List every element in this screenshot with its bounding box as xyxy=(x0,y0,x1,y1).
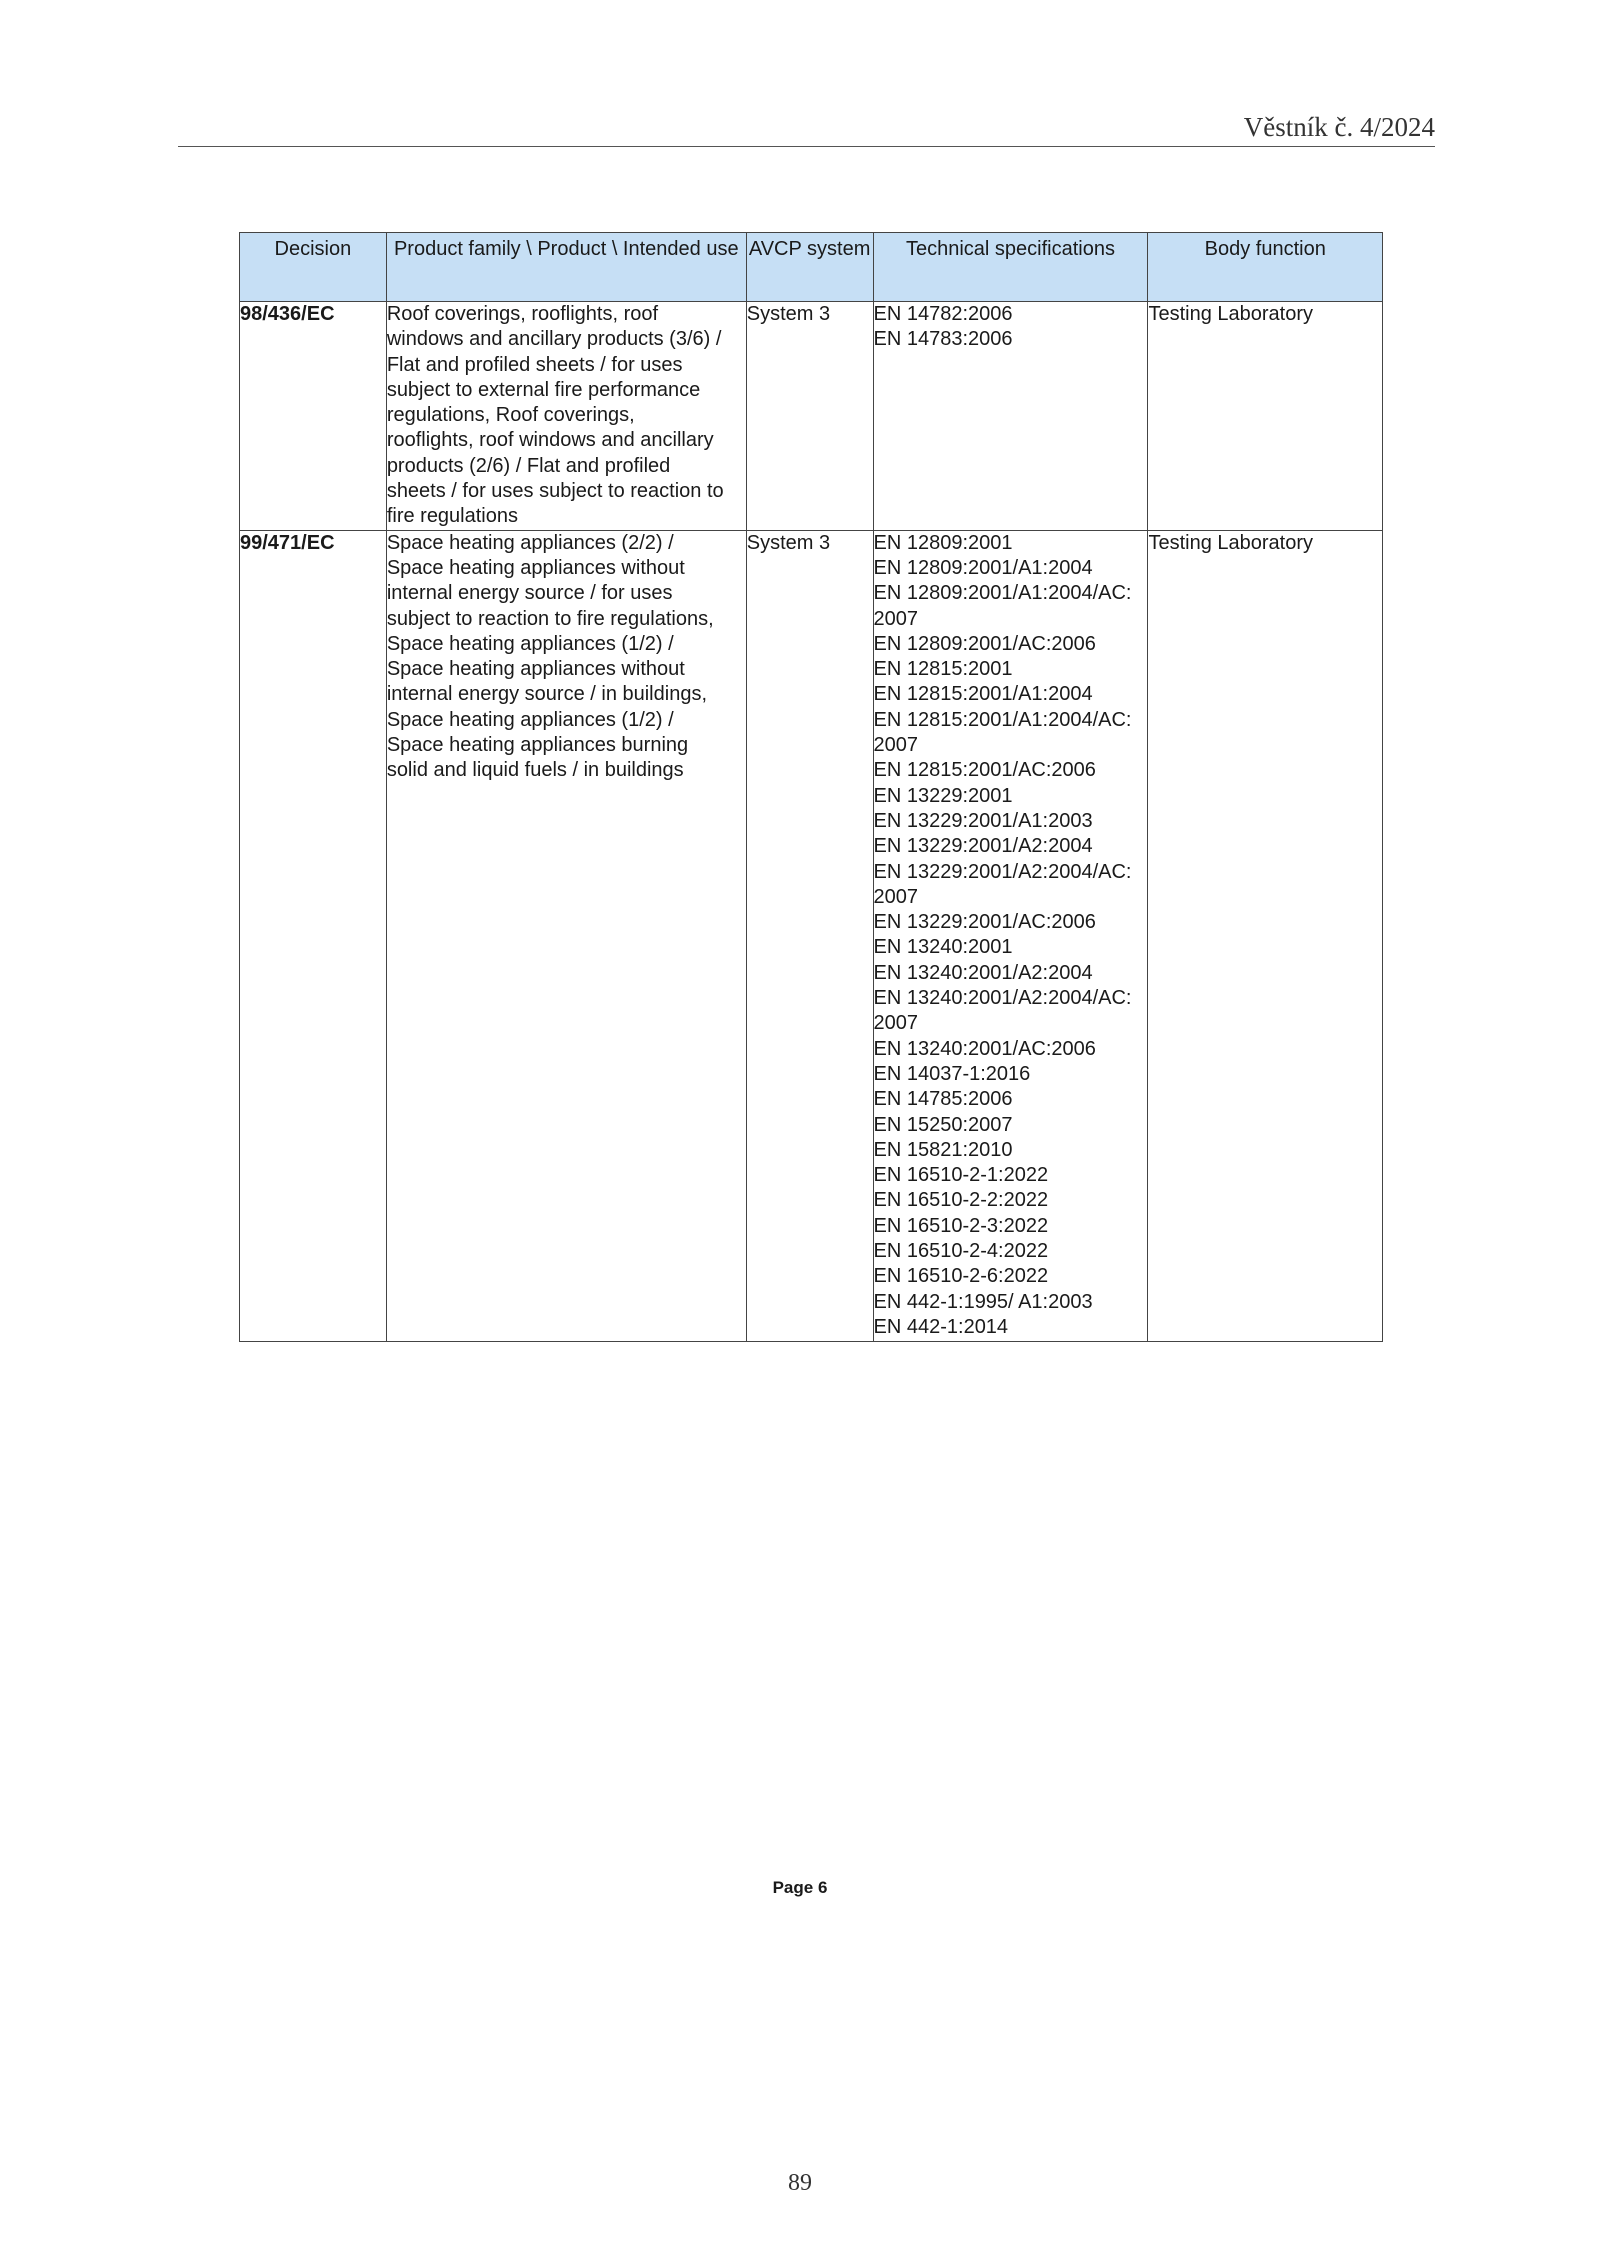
cell-line: Space heating appliances (2/2) / xyxy=(386,531,674,554)
cell-line: EN 14783:2006 xyxy=(873,328,1013,351)
cell-line: EN 16510-2-3:2022 xyxy=(873,1214,1049,1237)
table-header-row xyxy=(240,233,1383,302)
header-divider xyxy=(178,146,1435,147)
cell-line: 2007 xyxy=(873,1012,919,1035)
cell-line: EN 12815:2001/A1:2004 xyxy=(873,683,1093,706)
column-header-decision: Decision xyxy=(240,233,387,302)
decision-cell: 98/436/EC xyxy=(240,302,387,531)
cell-line: EN 13240:2001/A2:2004 xyxy=(873,961,1093,984)
avcp-cell: System 3 xyxy=(746,530,873,1341)
cell-line: regulations, Roof coverings, xyxy=(386,404,635,427)
cell-line: EN 12815:2001/A1:2004/AC: xyxy=(873,708,1132,731)
cell-line: subject to external fire performance xyxy=(386,378,701,401)
cell-line: Roof coverings, rooflights, roof xyxy=(386,303,659,325)
cell-line: EN 13229:2001/A2:2004 xyxy=(873,835,1093,858)
cell-line: EN 13240:2001/A2:2004/AC: xyxy=(873,987,1132,1010)
cell-line: Space heating appliances burning xyxy=(386,734,689,757)
cell-line: 2007 xyxy=(873,885,919,908)
journal-title: Věstník č. 4/2024 xyxy=(1243,112,1435,142)
cell-line: EN 16510-2-6:2022 xyxy=(873,1265,1049,1288)
cell-line: internal energy source / for uses xyxy=(386,582,673,605)
cell-line: EN 15250:2007 xyxy=(873,1113,1013,1136)
cell-line: Flat and profiled sheets / for uses xyxy=(386,353,683,376)
cell-line: EN 12809:2001/A1:2004/AC: xyxy=(873,582,1132,605)
cell-line: Space heating appliances without xyxy=(386,658,685,681)
cell-line: EN 442-1:1995/ A1:2003 xyxy=(873,1290,1093,1313)
cell-line: EN 12809:2001/A1:2004 xyxy=(873,556,1093,579)
table-row xyxy=(240,302,1383,531)
cell-line: internal energy source / in buildings, xyxy=(386,683,707,706)
specs-cell xyxy=(873,530,1148,1341)
cell-line: products (2/6) / Flat and profiled xyxy=(386,454,671,477)
cell-line: Space heating appliances (1/2) / xyxy=(386,708,674,731)
cell-line: Space heating appliances (1/2) / xyxy=(386,632,674,655)
column-header-product: Product family \ Product \ Intended use xyxy=(386,233,746,302)
column-header-avcp: AVCP system xyxy=(746,233,873,302)
cell-line: 2007 xyxy=(873,607,919,630)
cell-line: EN 14782:2006 xyxy=(873,303,1013,325)
cell-line: sheets / for uses subject to reaction to xyxy=(386,480,724,503)
decisions-table xyxy=(239,232,1383,1342)
cell-line: EN 14785:2006 xyxy=(873,1088,1013,1111)
avcp-cell: System 3 xyxy=(746,302,873,531)
cell-line: EN 13229:2001/A1:2003 xyxy=(873,809,1093,832)
cell-line: EN 13240:2001/AC:2006 xyxy=(873,1037,1096,1060)
decision-cell: 99/471/EC xyxy=(240,530,387,1341)
page-label: Page 6 xyxy=(772,1878,828,1897)
product-cell xyxy=(386,302,746,531)
cell-line: subject to reaction to fire regulations, xyxy=(386,607,714,630)
table-row xyxy=(240,530,1383,1341)
cell-line: EN 14037-1:2016 xyxy=(873,1062,1031,1085)
cell-line: EN 13229:2001/A2:2004/AC: xyxy=(873,860,1132,883)
cell-line: EN 16510-2-1:2022 xyxy=(873,1164,1049,1187)
cell-line: fire regulations xyxy=(386,505,518,528)
cell-line: EN 12815:2001 xyxy=(873,658,1013,681)
cell-line: Space heating appliances without xyxy=(386,556,685,579)
cell-line: EN 13229:2001 xyxy=(873,784,1013,807)
cell-line: EN 16510-2-2:2022 xyxy=(873,1189,1049,1212)
cell-line: 2007 xyxy=(873,734,919,757)
cell-line: EN 13229:2001/AC:2006 xyxy=(873,911,1096,934)
body-function-cell: Testing Laboratory xyxy=(1148,302,1383,531)
column-header-specs: Technical specifications xyxy=(873,233,1148,302)
page-number: 89 xyxy=(788,2170,812,2196)
cell-line: solid and liquid fuels / in buildings xyxy=(386,759,684,782)
cell-line: EN 442-1:2014 xyxy=(873,1315,1009,1338)
cell-line: EN 13240:2001 xyxy=(873,936,1013,959)
product-cell xyxy=(386,530,746,1341)
cell-line: EN 15821:2010 xyxy=(873,1138,1013,1161)
body-function-cell: Testing Laboratory xyxy=(1148,530,1383,1341)
cell-line: EN 12815:2001/AC:2006 xyxy=(873,759,1096,782)
cell-line: rooflights, roof windows and ancillary xyxy=(386,429,714,452)
cell-line: EN 12809:2001/AC:2006 xyxy=(873,632,1096,655)
cell-line: EN 12809:2001 xyxy=(873,531,1013,554)
cell-line: EN 16510-2-4:2022 xyxy=(873,1239,1049,1262)
cell-line: windows and ancillary products (3/6) / xyxy=(386,328,722,351)
column-header-body: Body function xyxy=(1148,233,1383,302)
specs-cell xyxy=(873,302,1148,531)
